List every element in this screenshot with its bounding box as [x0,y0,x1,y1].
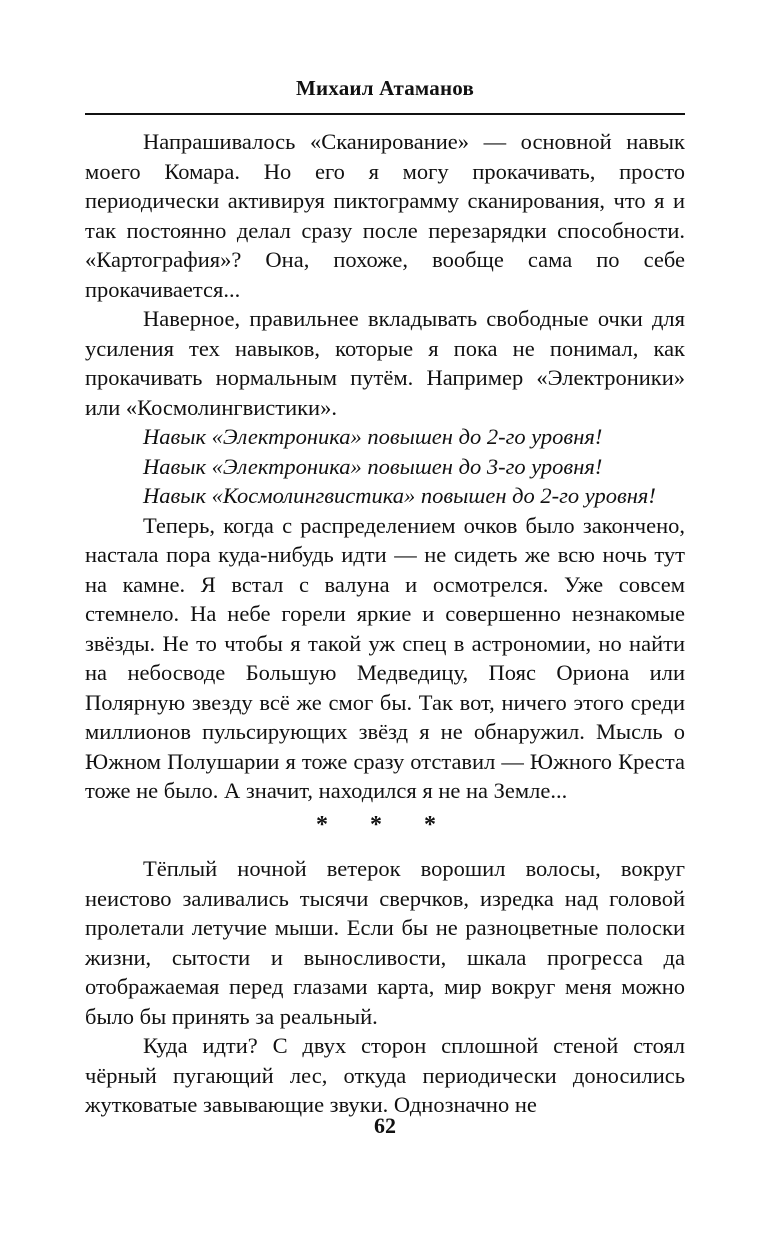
section-separator: * * * [316,812,454,838]
paragraph: Напрашивалось «Сканирование» — основной навык моего Комара. Но его я могу прокачивать, просто периодически активируя пиктограмму сканирования, что я и так постоянно делал сразу после перезарядки способности. «Картография»? Она, похоже, вообще сама по себе прокачивается... [85,129,685,302]
paragraph: Наверное, правильнее вкладывать свободные очки для усиления тех навыков, которые я пока не понимал, как прокачивать нормальным путём. Например «Электроники» или «Космолингвистики». [85,306,685,420]
running-head-author: Михаил Атаманов [295,76,475,100]
text-block-1 [85,127,685,806]
paragraph: Теперь, когда с распределением очков было закончено, настала пора куда-нибудь идти — не сидеть же всю ночь тут на камне. Я встал с валуна и осмотрелся. Уже совсем стемнело. На небе горели яркие и совершенно незнакомые звёзды. Не то чтобы я такой уж спец в астрономии, но найти на небосводе Большую Медведицу, Пояс Ориона или Полярную звезду всё же смог бы. Так вот, ничего этого среди миллионов пульсирующих звёзд я не обнаружил. Мысль о Южном Полушарии я тоже сразу отставил — Южного Креста тоже не было. А значит, находился я не на Земле... [85,512,685,803]
system-message: Навык «Электроника» повышен до 2-го уровня! [143,424,603,449]
text-block-2 [85,854,685,1120]
header-rule [85,113,685,115]
system-message: Навык «Электроника» повышен до 3-го уровня! [143,453,603,479]
system-message: Навык «Космолингвистика» повышен до 2-го уровня! [143,483,656,508]
paragraph: Тёплый ночной ветерок ворошил волосы, вокруг неистово заливались тысячи сверчков, изредка над головой пролетали летучие мыши. Если бы не разноцветные полоски жизни, сытости и выносливости, шкала прогресса да отображаемая перед глазами карта, мир вокруг меня можно было бы принять за реальный. [85,856,685,1029]
page-number: 62 [374,1113,396,1138]
paragraph: Куда идти? С двух сторон сплошной стеной стоял чёрный пугающий лес, откуда периодически доносились жутковатые завывающие звуки. Однозначно не [85,1033,685,1117]
